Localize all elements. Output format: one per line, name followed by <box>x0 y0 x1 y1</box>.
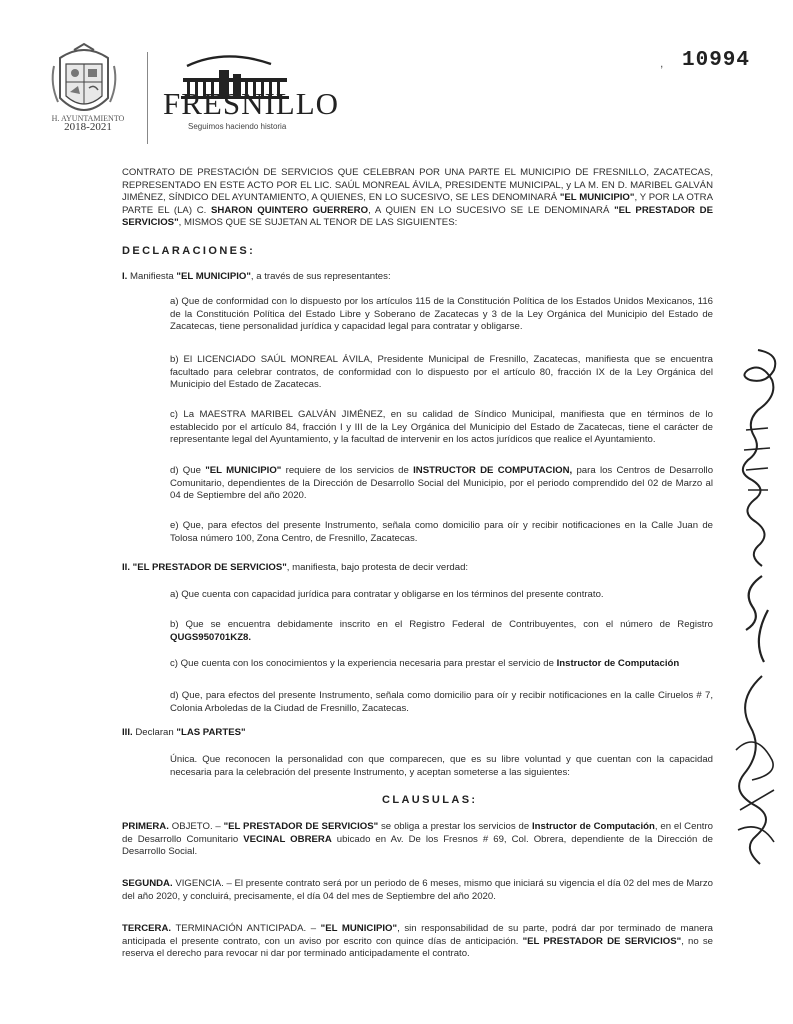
declaraciones-heading: DECLARACIONES: <box>122 245 256 257</box>
clausula-primera-b3: Instructor de Computación <box>531 821 655 832</box>
clausula-segunda <box>122 878 713 903</box>
header-divider <box>147 52 148 144</box>
declaracion-i-b: b) El LICENCIADO SAÚL MONREAL ÁVILA, Presidente Municipal de Fresnillo, Zacatecas, manifiesta que se encuentra facultado para celebrar contratos, de conformidad con lo dispuesto por el artículo 80, fracción IX de la Ley Orgánica del Municipio del Estado de Zacatecas. <box>170 354 713 391</box>
declaracion-i-d <box>170 465 713 503</box>
declaracion-iii-heading <box>122 727 713 740</box>
clausula-primera-b2: "EL PRESTADOR DE SERVICIOS" <box>223 821 379 832</box>
clausula-tercera-t1: TERMINACIÓN ANTICIPADA. – <box>171 923 321 934</box>
declaracion-ii-c-pre: c) Que cuenta con los conocimientos y la experiencia necesaria para prestar el servicio de <box>170 658 557 669</box>
folio-mark-icon: , <box>660 56 664 70</box>
clausula-primera-t4: ubicado en Av. De los Fresnos # 69, Col. Obrera, dependiente de la Dirección de Desarrollo Social. <box>122 833 714 858</box>
declaracion-i-d-municipio: "EL MUNICIPIO" <box>205 465 282 476</box>
clausula-primera-t3: , en el Centro de Desarrollo Comunitario <box>122 821 713 845</box>
declaracion-iii-number: III. <box>122 727 133 738</box>
declaracion-i-number: I. <box>122 271 128 282</box>
declaracion-i-heading <box>122 271 713 284</box>
declaracion-i-pre: Manifiesta <box>127 271 177 282</box>
declaracion-iii-unica: Única. Que reconocen la personalidad con que comparecen, que es su libre voluntad y que cuentan con la capacidad necesaria para la celebración del presente Instrumento, y aceptan someterse a las siguientes: <box>170 754 713 778</box>
intro-bold-prestador: "EL PRESTADOR DE SERVICIOS" <box>122 204 713 229</box>
clausula-tercera-b3: "EL PRESTADOR DE SERVICIOS" <box>522 935 682 947</box>
declaracion-ii-b <box>170 619 713 644</box>
declaracion-ii-heading <box>122 562 713 575</box>
clausula-segunda-label: SEGUNDA. <box>122 878 173 889</box>
seal-years: 2018-2021 <box>64 121 112 133</box>
declaracion-ii-a: a) Que cuenta con capacidad jurídica para contratar y obligarse en los términos del presente contrato. <box>170 589 604 600</box>
declaracion-ii-d: d) Que, para efectos del presente Instrumento, señala como domicilio para oír y recibir notificaciones en la calle Ciruelos # 7, Colonia Arboledas de la Ciudad de Fresnillo, Zacatecas. <box>170 690 713 714</box>
intro-text-3: , A QUIEN EN LO SUCESIVO SE LE DENOMINARÁ <box>368 204 615 216</box>
clausulas-heading: CLAUSULAS: <box>382 794 478 806</box>
declaracion-ii-post: , manifiesta, bajo protesta de decir verdad: <box>286 562 469 573</box>
declaracion-ii-number: II. <box>122 562 130 573</box>
declaracion-i-d-service: INSTRUCTOR DE COMPUTACION, <box>413 465 573 476</box>
clausula-primera-b4: VECINAL OBRERA <box>243 833 332 845</box>
clausula-primera-label: PRIMERA. <box>122 821 169 832</box>
logo-wordmark: FRESNILLO <box>163 86 340 121</box>
clausula-primera <box>122 821 713 859</box>
clausula-tercera-t2: , sin responsabilidad de su parte, podrá dar por terminado de manera anticipada el presente contrato, con un aviso por escrito con quince días de anticipación. <box>122 923 714 947</box>
intro-paragraph <box>122 167 713 230</box>
intro-bold-name: SHARON QUINTERO GUERRERO <box>211 204 369 216</box>
seal-caption-text: H. AYUNTAMIENTO <box>51 114 125 123</box>
declaracion-i-c: c) La MAESTRA MARIBEL GALVÁN JIMÉNEZ, en su calidad de Síndico Municipal, manifiesta que en términos de lo establecido por el artículo 84, fracción I y III de la Ley Orgánica del Municipio del Estado de Zacatecas, tiene el carácter de representante legal del Ayuntamiento, y la facultad de intervenir en los actos jurídicos que realice el Ayuntamiento. <box>170 409 713 446</box>
declaracion-ii-bold: "EL PRESTADOR DE SERVICIOS" <box>130 562 287 573</box>
logo-slogan: Seguimos haciendo historia <box>188 122 287 131</box>
declaracion-i-e: e) Que, para efectos del presente Instrumento, señala como domicilio para oír y recibir notificaciones en la Calle Juan de Tolosa número 100, Zona Centro, de Fresnillo, Zacatecas. <box>170 520 713 544</box>
declaracion-i-a: a) Que de conformidad con lo dispuesto por los artículos 115 de la Constitución Política de los Estados Unidos Mexicanos, 116 de la Constitución Política del Estado Libre y Soberano de Zacatecas y 3 de la Ley Orgánica del Municipio del Estado de Zacatecas, tiene personalidad jurídica y capacidad legal para contratar y obligarse. <box>170 296 713 333</box>
declaracion-iii-pre: Declaran <box>132 727 177 738</box>
clausula-tercera-t3: , no se reserva el derecho para revocar ni dar por terminado anticipadamente el contrato. <box>122 935 713 960</box>
declaracion-i-d-pre: d) Que <box>170 465 206 476</box>
clausula-segunda-t1: VIGENCIA. – El presente contrato será por un periodo de 6 meses, mismo que iniciará su vigencia el día 02 del mes de Marzo del año 2020, y concluirá, precisamente, el día 04 del mes de Septiembre del año 2020. <box>122 878 713 902</box>
intro-text-4: , MISMOS QUE SE SUJETAN AL TENOR DE LAS SIGUIENTES: <box>178 217 458 229</box>
clausula-tercera <box>122 923 713 961</box>
margin-signature-1 <box>728 340 788 590</box>
margin-signature-2 <box>722 570 792 670</box>
declaracion-ii-c <box>170 658 713 671</box>
declaracion-iii-bold: "LAS PARTES" <box>176 727 246 738</box>
intro-text-1: CONTRATO DE PRESTACIÓN DE SERVICIOS QUE CELEBRAN POR UNA PARTE EL MUNICIPIO DE FRESNILLO, ZACATECAS, REPRESENTADO EN ESTE ACTO POR EL LIC. SAÚL MONREAL ÁVILA, PRESIDENTE MUNICIPAL, y LA M. EN D. MARIBEL GALVÁN JIMÉNEZ, SÍNDICO DEL AYUNTAMIENTO, A QUIENES, EN LO SUCESIVO, SE LES DENOMINARÁ <box>122 167 713 204</box>
clausula-primera-t2: se obliga a prestar los servicios de <box>378 821 532 832</box>
clausula-primera-t1: OBJETO. – <box>168 821 224 832</box>
declaracion-i-post: , a través de sus representantes: <box>250 271 391 282</box>
declaracion-i-d-mid: requiere de los servicios de <box>281 465 414 476</box>
declaracion-ii-b-pre: b) Que se encuentra debidamente inscrito en el Registro Federal de Contribuyentes, con el número de Registro <box>170 619 713 630</box>
clausula-tercera-b2: "EL MUNICIPIO" <box>320 923 398 934</box>
declaracion-ii-c-bold: Instructor de Computación <box>556 658 680 669</box>
clausula-tercera-label: TERCERA. <box>122 923 172 934</box>
declaracion-ii-b-rfc: QUGS950701KZ8. <box>170 631 252 643</box>
margin-signature-3 <box>716 670 792 870</box>
seal-caption <box>46 114 130 132</box>
intro-bold-municipio: "EL MUNICIPIO" <box>559 192 635 204</box>
folio-number: 10994 <box>682 49 751 72</box>
declaracion-i-bold: "EL MUNICIPIO" <box>176 271 251 282</box>
intro-text-2: , Y POR LA OTRA PARTE EL (LA) C. <box>122 192 713 216</box>
declaracion-i-d-post: para los Centros de Desarrollo Comunitario, dependientes de la Dirección de Desarrollo Social del Municipio, por el periodo comprendido del 02 de Marzo al 04 de Septiembre del año 2020. <box>170 465 714 502</box>
